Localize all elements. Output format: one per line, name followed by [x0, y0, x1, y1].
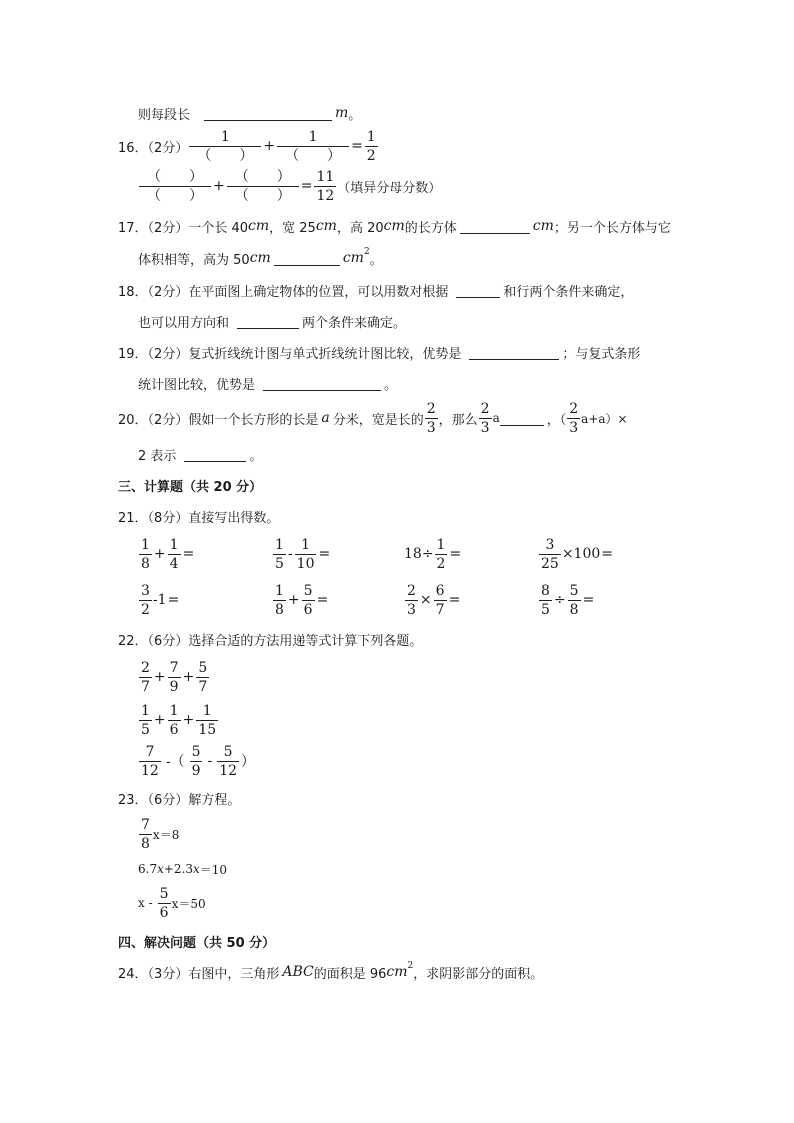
q16-line2-frac1: $\frac{( )}{( )}$ — [139, 170, 211, 203]
q19-answer-blank-2[interactable] — [263, 376, 381, 391]
q17-line2: 体积相等，高为 50 cm cm 2 。 — [138, 247, 383, 268]
q20-line1: 20．（2分） 假如一个长方形的长是 a 分米，宽是长的 $\frac{2}{3}$ ，那么 $\frac{2}{3}$ a ，（ $\frac{2}{3}$ a+a）× — [118, 400, 628, 436]
q24-label: 24．（3分） — [118, 966, 189, 982]
q21-item-2: $\frac{1}{5}$ - $\frac{1}{10}$ = — [275, 536, 331, 572]
q23-eq-2: 6.7 x +2.3 x ＝10 — [138, 862, 228, 877]
q22-expr-3: $\frac{7}{12}$ -（ $\frac{5}{9}$ - $\frac{5}{12}$ ） — [141, 743, 256, 779]
q15-answer-blank[interactable] — [204, 106, 332, 121]
q16-result-frac: $\frac{1}{2}$ — [366, 128, 376, 164]
q19-line2: 统计图比较，优势是 。 — [138, 377, 398, 393]
q20-line2: 2 表示 。 — [138, 448, 263, 464]
q22-expr-1: $\frac{2}{7}$ + $\frac{7}{9}$ + $\frac{5}{7}$ — [141, 659, 208, 695]
q23-eq-1: $\frac{7}{8}$ x＝8 — [141, 816, 180, 852]
q17-answer-blank-1[interactable] — [460, 219, 530, 234]
q21-item-4: $\frac{3}{25}$ ×100 = — [541, 536, 614, 572]
q18-answer-blank-1[interactable] — [456, 283, 500, 298]
q20-answer-blank-2[interactable] — [184, 447, 246, 462]
q15-line — [138, 100, 361, 126]
q23-eq-3: x - $\frac{5}{6}$ x＝50 — [138, 885, 206, 921]
q21-item-8: $\frac{8}{5}$ ÷ $\frac{5}{8}$ = — [541, 582, 595, 618]
q21-item-6: $\frac{1}{8}$ + $\frac{5}{6}$ = — [275, 582, 329, 618]
q24-line: 24．（3分） 右图中，三角形 ABC 的面积是 96 cm 2 ，求阴影部分的面积。 — [118, 961, 544, 982]
q18-label: 18．（2分） — [118, 284, 189, 300]
q21-item-3: 18÷ $\frac{1}{2}$ = — [404, 536, 462, 572]
q19-label: 19．（2分） — [118, 346, 189, 362]
q17-line1: 17．（2分） 一个长 40 cm ，宽 25 cm ，高 20 cm 的长方体 cm ；另一个长方体与它 — [118, 218, 671, 236]
q17-answer-blank-2[interactable] — [274, 251, 340, 266]
q16-frac2: $\frac{1}{( )}$ — [277, 130, 349, 163]
q18-line2: 也可以用方向和 两个条件来确定。 — [138, 315, 407, 331]
q20-answer-blank-1[interactable] — [500, 411, 544, 426]
q21-item-7: $\frac{2}{3}$ × $\frac{6}{7}$ = — [407, 582, 461, 618]
q17-label: 17．（2分） — [118, 220, 189, 236]
q15-prefix: 则每段长 — [138, 107, 191, 123]
q22-title-line: 22．（6分） 选择合适的方法用递等式计算下列各题。 — [118, 626, 422, 652]
q15-unit: m — [335, 105, 349, 121]
q16-label: 16．（2分） — [118, 140, 189, 156]
q20-label: 20．（2分） — [118, 412, 189, 428]
section3-heading: 三、计算题（共 20 分） — [118, 479, 263, 495]
q23-label: 23．（6分） — [118, 792, 189, 808]
q15-end: 。 — [348, 107, 362, 123]
section4-heading: 四、解决问题（共 50 分） — [118, 935, 276, 951]
q21-item-1: $\frac{1}{8}$ + $\frac{1}{4}$ = — [141, 536, 195, 572]
q22-expr-2: $\frac{1}{5}$ + $\frac{1}{6}$ + $\frac{1}{15}$ — [141, 702, 217, 738]
q16-line2: $\frac{( )}{( )}$ + $\frac{( )}{( )}$ = $\frac{11}{12}$ （填异分母分数） — [138, 168, 441, 204]
q19-answer-blank-1[interactable] — [469, 345, 559, 360]
q16-frac1: $\frac{1}{( )}$ — [189, 130, 261, 163]
q18-line1: 18．（2分） 在平面图上确定物体的位置，可以用数对根据 和行两个条件来确定， — [118, 277, 633, 303]
q23-title-line: 23．（6分） 解方程。 — [118, 785, 240, 811]
q20-frac-3: $\frac{2}{3}$ — [569, 400, 579, 436]
q21-label: 21．（8分） — [118, 510, 189, 526]
q22-label: 22．（6分） — [118, 633, 189, 649]
q20-frac-2: $\frac{2}{3}$ — [480, 400, 490, 436]
q16-line2-result-frac: $\frac{11}{12}$ — [316, 168, 335, 204]
q19-line1: 19．（2分） 复式折线统计图与单式折线统计图比较，优势是 ；与复式条形 — [118, 339, 640, 365]
q20-frac-1: $\frac{2}{3}$ — [426, 400, 436, 436]
q16-note: （填异分母分数） — [337, 180, 442, 196]
q21-item-5: $\frac{3}{2}$ -1 = — [141, 582, 180, 618]
q16-line1: 16．（2分） $\frac{1}{( )}$ + $\frac{1}{( )}$ = $\frac{1}{2}$ — [118, 128, 376, 164]
q16-line2-frac2: $\frac{( )}{( )}$ — [227, 170, 299, 203]
q18-answer-blank-2[interactable] — [237, 314, 299, 329]
q21-title-line: 21．（8分） 直接写出得数。 — [118, 503, 279, 529]
